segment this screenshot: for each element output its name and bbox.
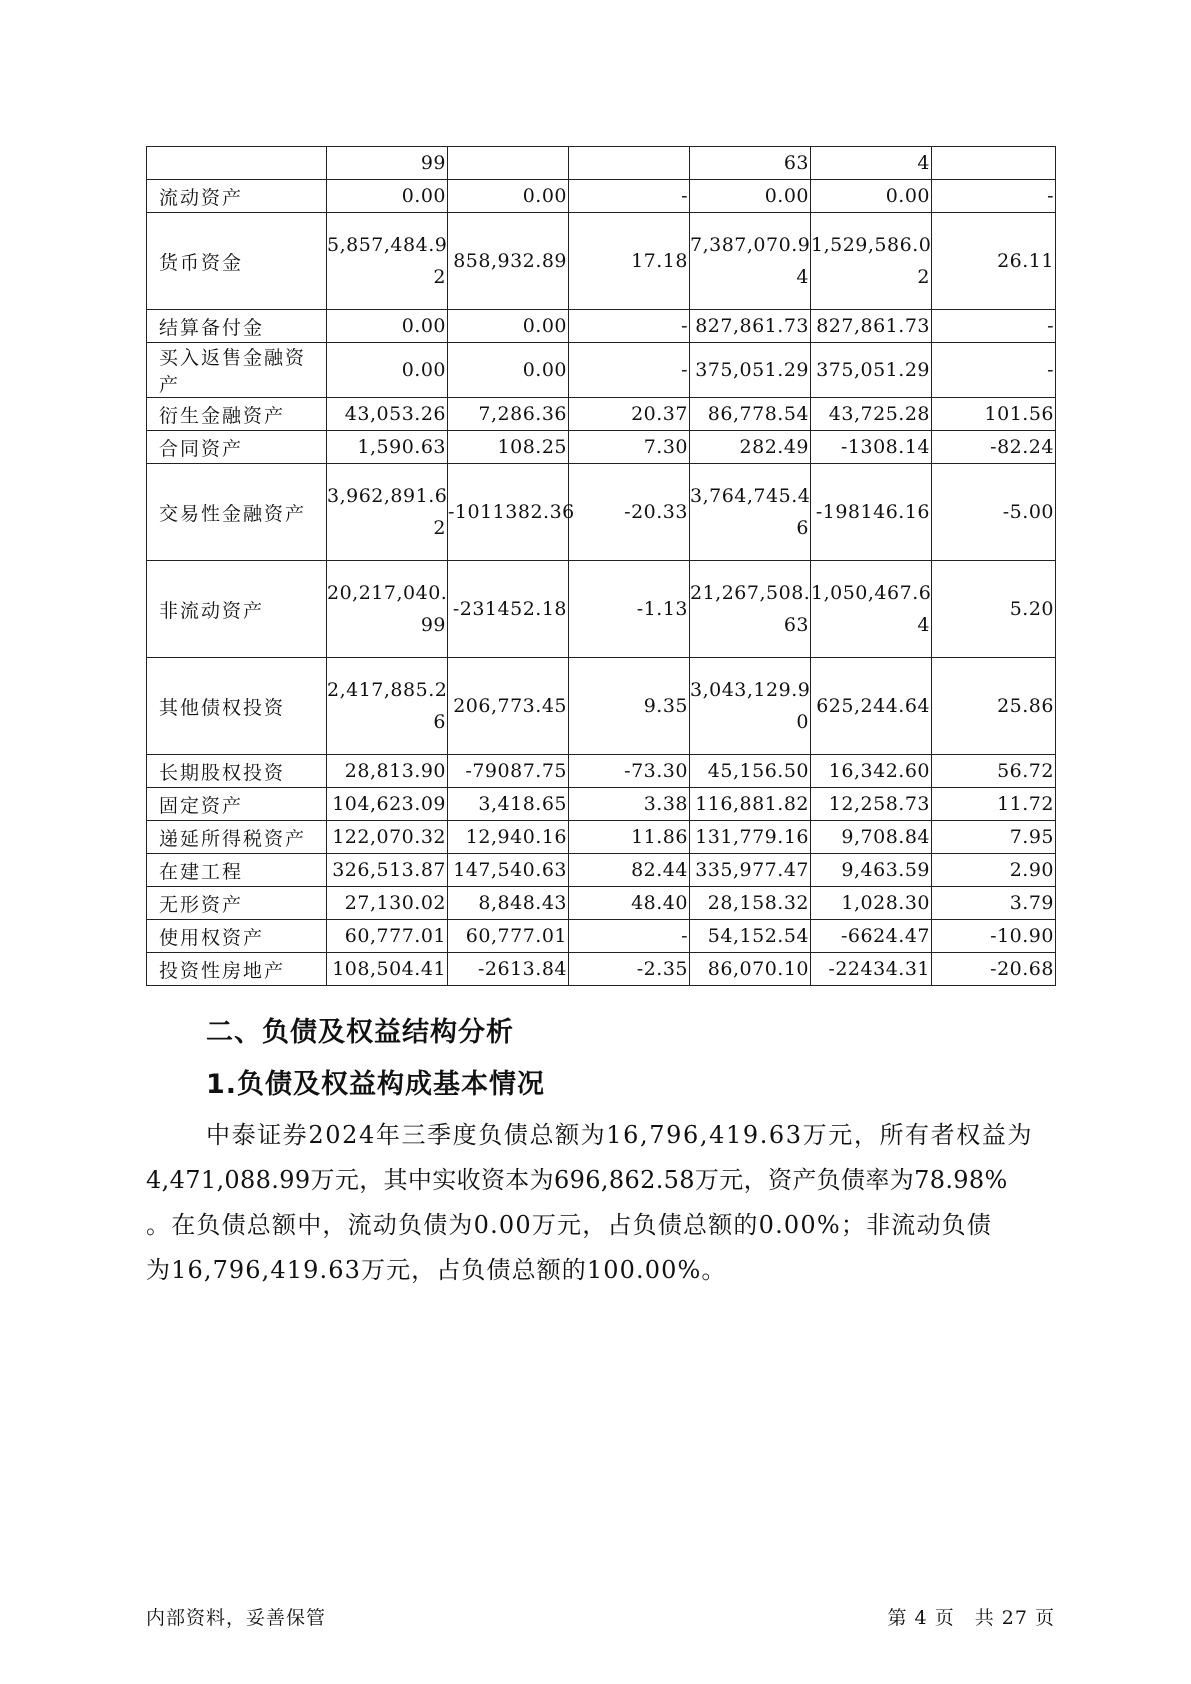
value-cell: 60,777.01 xyxy=(327,920,448,953)
value-cell: 25.86 xyxy=(932,658,1056,755)
table-row xyxy=(147,788,1056,821)
section-heading: 二、负债及权益结构分析 xyxy=(206,1017,514,1048)
paragraph-line: 4,471,088.99万元，其中实收资本为696,862.58万元，资产负债率为78.98% xyxy=(146,1166,1008,1194)
subsection-heading: 1.负债及权益构成基本情况 xyxy=(206,1069,546,1100)
table-row xyxy=(147,213,1056,310)
value-cell: 0.00 xyxy=(327,180,448,213)
value-cell: -22434.31 xyxy=(811,953,932,986)
value-cell: 0.00 xyxy=(327,343,448,398)
value-cell: 858,932.89 xyxy=(448,213,569,310)
value-cell: 326,513.87 xyxy=(327,854,448,887)
row-label-cell: 在建工程 xyxy=(147,854,327,887)
value-cell: 86,070.10 xyxy=(690,953,811,986)
value-cell: 12,940.16 xyxy=(448,821,569,854)
value-cell: -2613.84 xyxy=(448,953,569,986)
value-cell: 4 xyxy=(811,147,932,180)
value-cell: - xyxy=(932,180,1056,213)
value-cell: 3.38 xyxy=(569,788,690,821)
value-cell: 7.95 xyxy=(932,821,1056,854)
value-cell: 43,053.26 xyxy=(327,398,448,431)
value-cell: 375,051.29 xyxy=(690,343,811,398)
value-cell: -73.30 xyxy=(569,755,690,788)
value-cell: 3.79 xyxy=(932,887,1056,920)
value-cell: 28,813.90 xyxy=(327,755,448,788)
value-cell: -20.33 xyxy=(569,464,690,561)
value-cell: - xyxy=(569,180,690,213)
row-label-cell: 长期股权投资 xyxy=(147,755,327,788)
value-cell: 147,540.63 xyxy=(448,854,569,887)
row-label-cell: 递延所得税资产 xyxy=(147,821,327,854)
value-cell: 1,590.63 xyxy=(327,431,448,464)
value-cell: 28,158.32 xyxy=(690,887,811,920)
value-cell: 131,779.16 xyxy=(690,821,811,854)
value-cell: 82.44 xyxy=(569,854,690,887)
value-cell: -20.68 xyxy=(932,953,1056,986)
value-cell: -6624.47 xyxy=(811,920,932,953)
value-cell: 3,764,745.4 6 xyxy=(690,464,811,561)
table-row xyxy=(147,920,1056,953)
table-row xyxy=(147,310,1056,343)
table-row xyxy=(147,561,1056,658)
table-row xyxy=(147,343,1056,398)
table-row xyxy=(147,854,1056,887)
value-cell: 827,861.73 xyxy=(811,310,932,343)
value-cell: 9,708.84 xyxy=(811,821,932,854)
page-suffix: 页 xyxy=(1034,1607,1055,1629)
value-cell: -5.00 xyxy=(932,464,1056,561)
table-row xyxy=(147,180,1056,213)
table-row xyxy=(147,953,1056,986)
current-page: 4 xyxy=(914,1607,928,1629)
value-cell: 0.00 xyxy=(448,310,569,343)
value-cell: 1,529,586.0 2 xyxy=(811,213,932,310)
table-row xyxy=(147,147,1056,180)
value-cell: -198146.16 xyxy=(811,464,932,561)
table-row xyxy=(147,887,1056,920)
row-label-cell: 交易性金融资产 xyxy=(147,464,327,561)
value-cell: -1308.14 xyxy=(811,431,932,464)
value-cell: 20.37 xyxy=(569,398,690,431)
value-cell: - xyxy=(932,310,1056,343)
value-cell: 56.72 xyxy=(932,755,1056,788)
value-cell: -1011382.36 xyxy=(448,464,569,561)
row-label-cell: 固定资产 xyxy=(147,788,327,821)
value-cell: 11.72 xyxy=(932,788,1056,821)
value-cell: 375,051.29 xyxy=(811,343,932,398)
table-row xyxy=(147,464,1056,561)
row-label-cell: 货币资金 xyxy=(147,213,327,310)
value-cell: 7.30 xyxy=(569,431,690,464)
value-cell: 108,504.41 xyxy=(327,953,448,986)
paragraph-line: 。在负债总额中，流动负债为0.00万元，占负债总额的0.00%；非流动负债 xyxy=(146,1211,993,1239)
row-label-cell: 合同资产 xyxy=(147,431,327,464)
value-cell: 45,156.50 xyxy=(690,755,811,788)
value-cell: 9.35 xyxy=(569,658,690,755)
value-cell: 9,463.59 xyxy=(811,854,932,887)
row-label-cell: 结算备付金 xyxy=(147,310,327,343)
value-cell: 27,130.02 xyxy=(327,887,448,920)
row-label-cell: 流动资产 xyxy=(147,180,327,213)
value-cell: - xyxy=(569,343,690,398)
value-cell: 625,244.64 xyxy=(811,658,932,755)
page-prefix: 第 xyxy=(887,1607,908,1629)
value-cell: -231452.18 xyxy=(448,561,569,658)
value-cell xyxy=(448,147,569,180)
value-cell: 48.40 xyxy=(569,887,690,920)
row-label-cell: 投资性房地产 xyxy=(147,953,327,986)
footer-page-number xyxy=(887,1603,1055,1630)
value-cell: - xyxy=(569,920,690,953)
value-cell: 2,417,885.2 6 xyxy=(327,658,448,755)
value-cell: - xyxy=(569,310,690,343)
total-pages: 27 xyxy=(1001,1607,1028,1629)
table-row xyxy=(147,398,1056,431)
value-cell: 60,777.01 xyxy=(448,920,569,953)
table-row xyxy=(147,431,1056,464)
table-row xyxy=(147,755,1056,788)
value-cell: 43,725.28 xyxy=(811,398,932,431)
value-cell: 0.00 xyxy=(448,180,569,213)
row-label-cell: 买入返售金融资产 xyxy=(147,343,327,398)
value-cell: 206,773.45 xyxy=(448,658,569,755)
value-cell: 3,962,891.6 2 xyxy=(327,464,448,561)
footer-confidential-note: 内部资料，妥善保管 xyxy=(146,1607,327,1629)
value-cell: 3,043,129.9 0 xyxy=(690,658,811,755)
value-cell: 108.25 xyxy=(448,431,569,464)
paragraph-line: 为16,796,419.63万元，占负债总额的100.00%。 xyxy=(146,1256,727,1284)
value-cell: 827,861.73 xyxy=(690,310,811,343)
row-label-cell: 其他债权投资 xyxy=(147,658,327,755)
value-cell xyxy=(932,147,1056,180)
value-cell: 5,857,484.9 2 xyxy=(327,213,448,310)
value-cell: 335,977.47 xyxy=(690,854,811,887)
value-cell: 116,881.82 xyxy=(690,788,811,821)
value-cell: 3,418.65 xyxy=(448,788,569,821)
summary-paragraph xyxy=(146,1113,1058,1293)
value-cell: 12,258.73 xyxy=(811,788,932,821)
value-cell: 16,342.60 xyxy=(811,755,932,788)
value-cell: 5.20 xyxy=(932,561,1056,658)
value-cell: - xyxy=(932,343,1056,398)
value-cell: 1,050,467.6 4 xyxy=(811,561,932,658)
row-label-cell: 非流动资产 xyxy=(147,561,327,658)
value-cell: -10.90 xyxy=(932,920,1056,953)
table-body xyxy=(147,147,1056,986)
row-label-cell: 无形资产 xyxy=(147,887,327,920)
value-cell: 86,778.54 xyxy=(690,398,811,431)
page-mid: 页 共 xyxy=(934,1607,995,1629)
value-cell: 20,217,040. 99 xyxy=(327,561,448,658)
value-cell: 282.49 xyxy=(690,431,811,464)
value-cell: 11.86 xyxy=(569,821,690,854)
value-cell: 0.00 xyxy=(327,310,448,343)
value-cell: 1,028.30 xyxy=(811,887,932,920)
value-cell: 99 xyxy=(327,147,448,180)
row-label-cell: 衍生金融资产 xyxy=(147,398,327,431)
value-cell: 21,267,508. 63 xyxy=(690,561,811,658)
value-cell: 101.56 xyxy=(932,398,1056,431)
row-label-cell xyxy=(147,147,327,180)
value-cell: 0.00 xyxy=(811,180,932,213)
value-cell: 2.90 xyxy=(932,854,1056,887)
value-cell: 7,286.36 xyxy=(448,398,569,431)
table-row xyxy=(147,658,1056,755)
value-cell xyxy=(569,147,690,180)
value-cell: 8,848.43 xyxy=(448,887,569,920)
value-cell: 7,387,070.9 4 xyxy=(690,213,811,310)
value-cell: 17.18 xyxy=(569,213,690,310)
table-row xyxy=(147,821,1056,854)
value-cell: -2.35 xyxy=(569,953,690,986)
row-label-cell: 使用权资产 xyxy=(147,920,327,953)
value-cell: -79087.75 xyxy=(448,755,569,788)
value-cell: 26.11 xyxy=(932,213,1056,310)
value-cell: 54,152.54 xyxy=(690,920,811,953)
value-cell: 63 xyxy=(690,147,811,180)
value-cell: -1.13 xyxy=(569,561,690,658)
asset-change-table xyxy=(146,146,1056,986)
value-cell: -82.24 xyxy=(932,431,1056,464)
value-cell: 0.00 xyxy=(690,180,811,213)
paragraph-line: 中泰证券2024年三季度负债总额为16,796,419.63万元，所有者权益为 xyxy=(206,1121,1034,1149)
value-cell: 104,623.09 xyxy=(327,788,448,821)
value-cell: 122,070.32 xyxy=(327,821,448,854)
value-cell: 0.00 xyxy=(448,343,569,398)
